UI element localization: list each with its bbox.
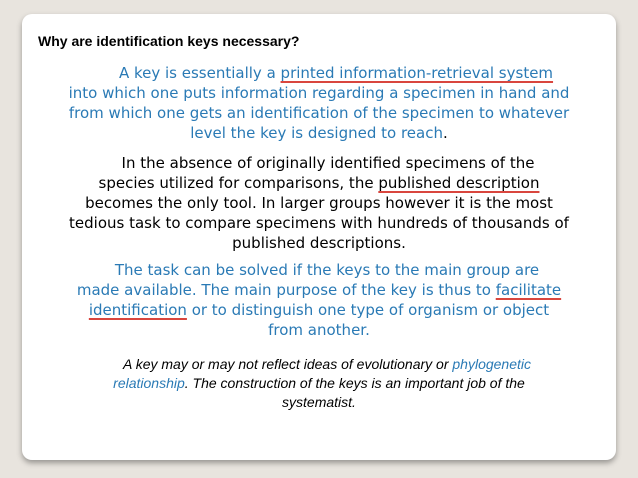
underlined-term-identification: identification <box>88 301 187 319</box>
paragraph-published-description: In the absence of originally identified specimens of the species utilized for comparisons, the published description becomes the only tool. In larger groups however it is the most tedious task to compare specimens with hundreds of thousands of published descriptions. <box>69 154 569 252</box>
term-phylogenetic: phylogenetic <box>452 356 532 372</box>
underlined-term-published-description: published description <box>378 174 540 192</box>
underlined-term-facilitate: facilitate <box>495 281 562 299</box>
slide-heading: Why are identification keys necessary? <box>38 33 300 49</box>
paragraph-key-purpose: The task can be solved if the keys to the main group are made available. The main purpose of the key is thus to facilitate identification or to distinguish one type of organism or object from another. <box>76 261 562 339</box>
paragraph-phylogenetic-note: A key may or may not reflect ideas of evolutionary or phylogenetic relationship. The construction of the keys is an important job of the systematist. <box>113 356 532 410</box>
underlined-term-retrieval-system: printed information-retrieval system <box>280 64 554 82</box>
paragraph-key-definition: A key is essentially a printed information-retrieval system into which one puts information regarding a specimen in hand and from which one gets an identification of the specimen to whatever level the key is designed to reach. <box>68 64 570 142</box>
term-relationship: relationship <box>113 375 185 391</box>
slide <box>22 14 616 460</box>
